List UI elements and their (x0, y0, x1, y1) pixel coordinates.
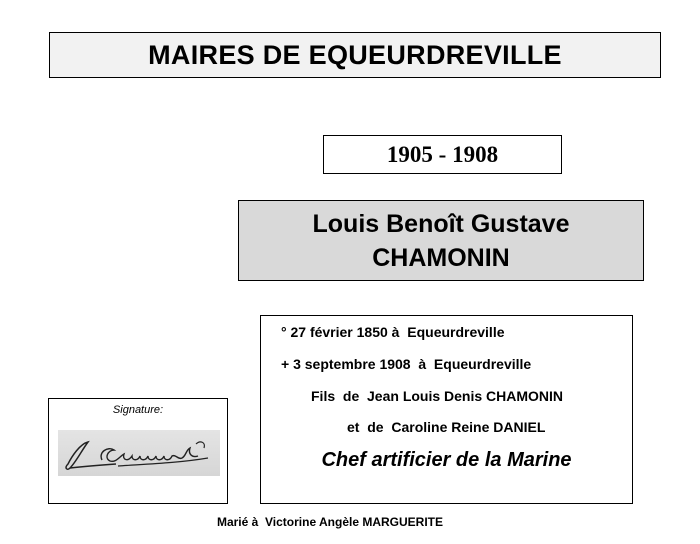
title-banner (49, 32, 661, 78)
mayor-name-box (238, 200, 644, 281)
profession: Chef artificier de la Marine (321, 449, 572, 471)
mayor-given-names: Louis Benoît Gustave (312, 209, 570, 238)
signature-label: Signature: (112, 404, 164, 416)
signature-image (58, 430, 220, 476)
biography-box (260, 315, 633, 504)
signature-autograph-icon (58, 430, 220, 476)
term-years-box (323, 135, 562, 174)
page-title: MAIRES DE EQUEURDREVILLE (148, 39, 562, 70)
term-years: 1905 - 1908 (386, 141, 499, 167)
mayor-surname: CHAMONIN (372, 243, 510, 272)
birth-info: ° 27 février 1850 à Equeurdreville (281, 324, 505, 340)
father-info: Fils de Jean Louis Denis CHAMONIN (311, 388, 564, 404)
marriage-info: Marié à Victorine Angèle MARGUERITE (216, 515, 444, 529)
signature-box (48, 398, 228, 504)
mother-info: et de Caroline Reine DANIEL (347, 419, 546, 435)
death-info: + 3 septembre 1908 à Equeurdreville (281, 356, 532, 372)
